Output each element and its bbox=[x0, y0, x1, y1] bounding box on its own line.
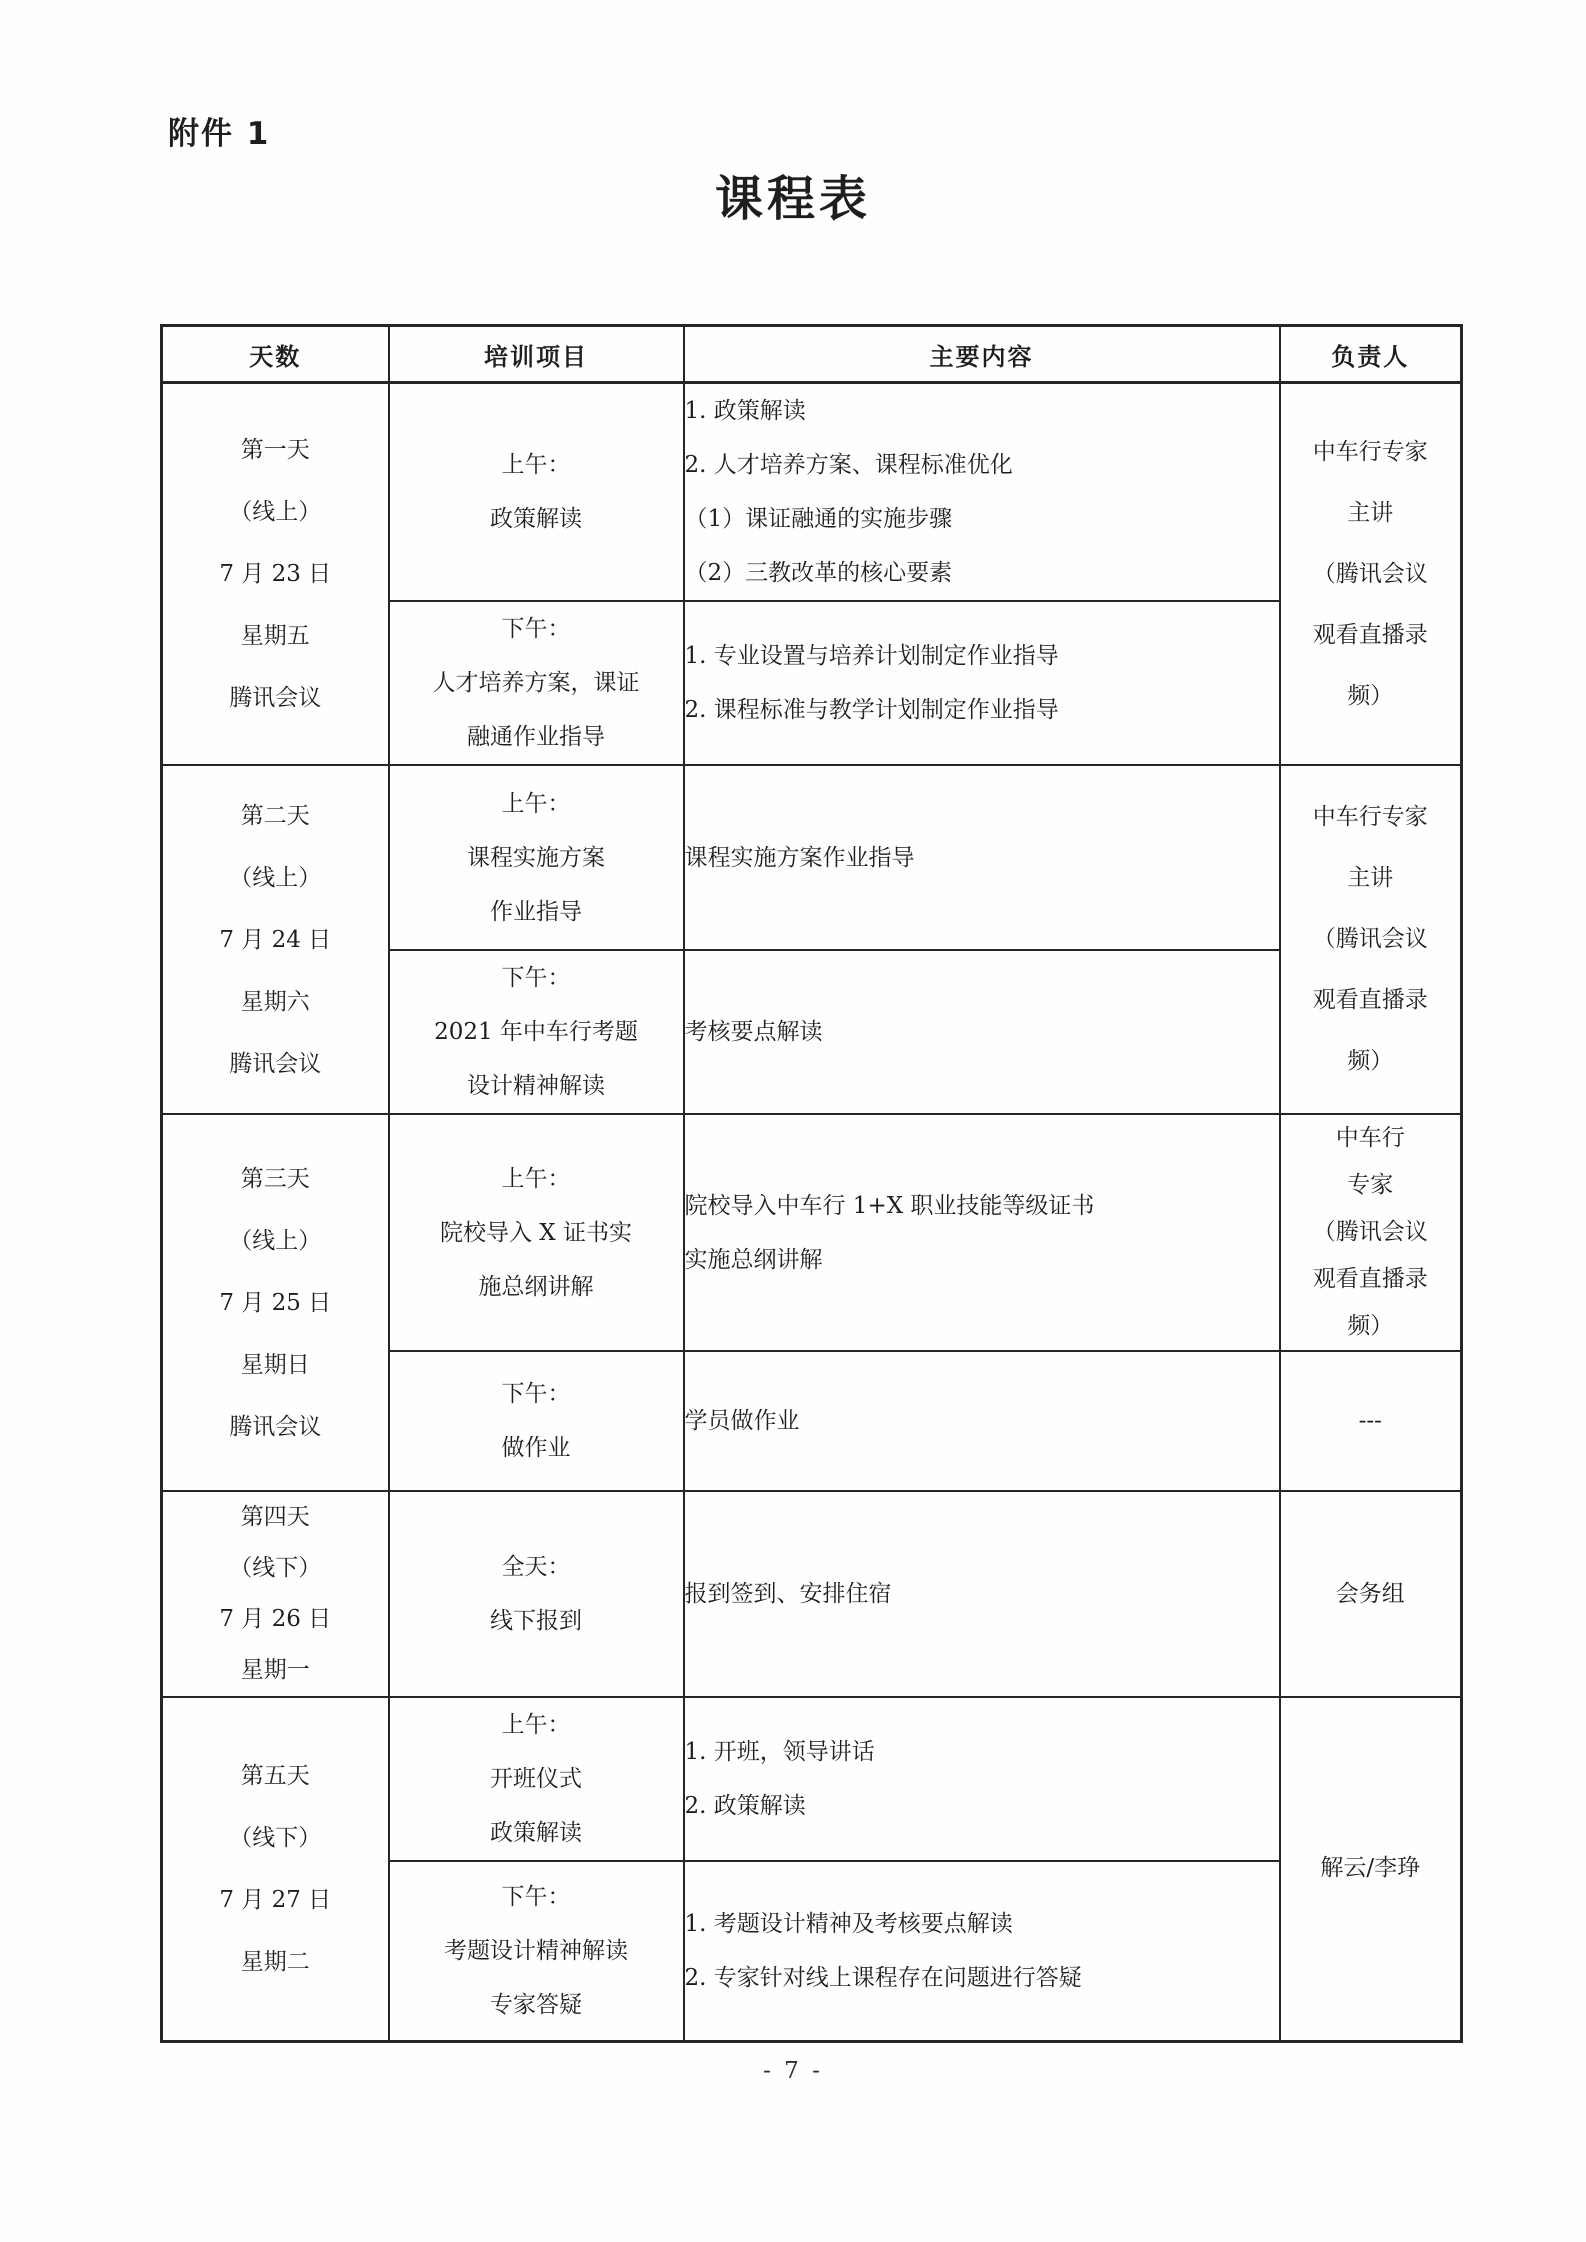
day1-morning-item-cell: 上午： 政策解读 bbox=[389, 383, 684, 602]
day4-item-cell: 全天： 线下报到 bbox=[389, 1491, 684, 1697]
day3-morning-content-cell: 院校导入中车行 1+X 职业技能等级证书 实施总纲讲解 bbox=[684, 1114, 1280, 1351]
page-title: 课程表 bbox=[714, 171, 871, 227]
day2-person-cell: 中车行专家 主讲 （腾讯会议 观看直播录 频） bbox=[1280, 765, 1462, 1114]
attachment-label: 附件 1 bbox=[168, 116, 271, 152]
day3-morning-row bbox=[162, 1114, 1462, 1351]
day2-afternoon-content-cell: 考核要点解读 bbox=[684, 950, 1280, 1114]
day3-afternoon-item-cell: 下午： 做作业 bbox=[389, 1351, 684, 1491]
day2-morning-row bbox=[162, 765, 1462, 950]
day1-morning-content-cell: 1. 政策解读 2. 人才培养方案、课程标准优化 （1）课证融通的实施步骤 （2）三教改革的核心要素 bbox=[684, 383, 1280, 602]
day5-person-cell: 解云/李琤 bbox=[1280, 1697, 1462, 2041]
day3-days-cell: 第三天 （线上） 7 月 25 日 星期日 腾讯会议 bbox=[162, 1114, 389, 1491]
col-header-days: 天数 bbox=[162, 326, 389, 383]
day5-afternoon-content-cell: 1. 考题设计精神及考核要点解读 2. 专家针对线上课程存在问题进行答疑 bbox=[684, 1861, 1280, 2041]
day4-content-cell: 报到签到、安排住宿 bbox=[684, 1491, 1280, 1697]
day2-days-cell: 第二天 （线上） 7 月 24 日 星期六 腾讯会议 bbox=[162, 765, 389, 1114]
day1-afternoon-content-cell: 1. 专业设置与培养计划制定作业指导 2. 课程标准与教学计划制定作业指导 bbox=[684, 601, 1280, 765]
col-header-person-in-charge: 负责人 bbox=[1280, 326, 1462, 383]
col-header-training-item: 培训项目 bbox=[389, 326, 684, 383]
day3-afternoon-content-cell: 学员做作业 bbox=[684, 1351, 1280, 1491]
day4-row bbox=[162, 1491, 1462, 1697]
day4-person-cell: 会务组 bbox=[1280, 1491, 1462, 1697]
day3-morning-person-cell: 中车行 专家 （腾讯会议 观看直播录 频） bbox=[1280, 1114, 1462, 1351]
day3-afternoon-person-cell: --- bbox=[1280, 1351, 1462, 1491]
day4-days-cell: 第四天 （线下） 7 月 26 日 星期一 bbox=[162, 1491, 389, 1697]
day5-morning-item-cell: 上午： 开班仪式 政策解读 bbox=[389, 1697, 684, 1861]
day5-morning-row bbox=[162, 1697, 1462, 1861]
day5-afternoon-item-cell: 下午： 考题设计精神解读 专家答疑 bbox=[389, 1861, 684, 2041]
day2-afternoon-item-cell: 下午： 2021 年中车行考题 设计精神解读 bbox=[389, 950, 684, 1114]
header-row bbox=[162, 326, 1462, 383]
page-number: - 7 - bbox=[763, 2058, 823, 2084]
col-header-main-content: 主要内容 bbox=[684, 326, 1280, 383]
day3-morning-item-cell: 上午： 院校导入 X 证书实 施总纲讲解 bbox=[389, 1114, 684, 1351]
day2-morning-item-cell: 上午： 课程实施方案 作业指导 bbox=[389, 765, 684, 950]
day1-person-cell: 中车行专家 主讲 （腾讯会议 观看直播录 频） bbox=[1280, 383, 1462, 766]
day1-days-cell: 第一天 （线上） 7 月 23 日 星期五 腾讯会议 bbox=[162, 383, 389, 766]
day5-days-cell: 第五天 （线下） 7 月 27 日 星期二 bbox=[162, 1697, 389, 2041]
day2-morning-content-cell: 课程实施方案作业指导 bbox=[684, 765, 1280, 950]
day1-morning-row bbox=[162, 383, 1462, 602]
day1-afternoon-item-cell: 下午： 人才培养方案，课证 融通作业指导 bbox=[389, 601, 684, 765]
course-schedule-table bbox=[160, 324, 1463, 2043]
day5-morning-content-cell: 1. 开班，领导讲话 2. 政策解读 bbox=[684, 1697, 1280, 1861]
